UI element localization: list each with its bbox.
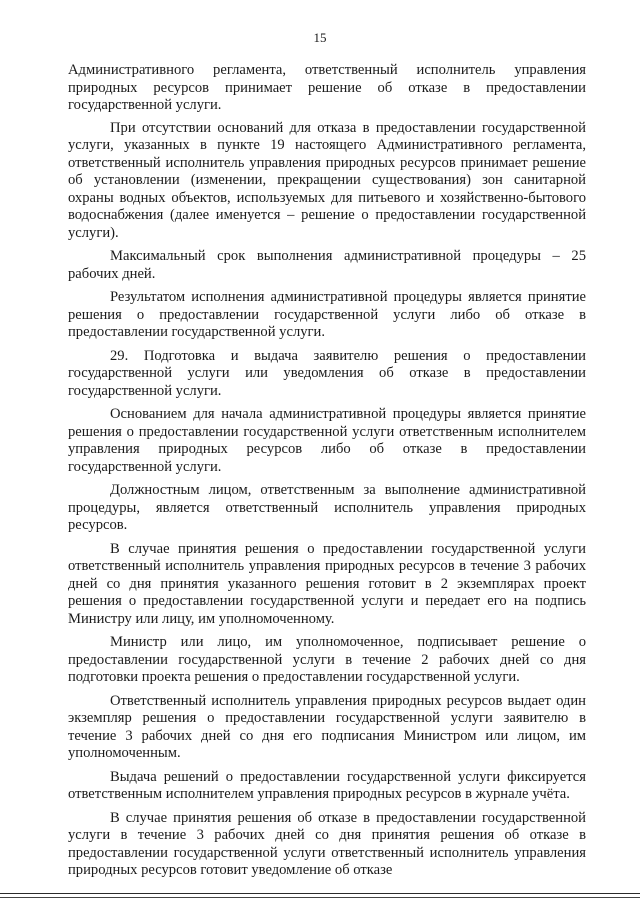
paragraph-3: Максимальный срок выполнения административной процедуры – 25 рабочих дней. <box>68 248 586 282</box>
paragraph-11: Выдача решений о предоставлении государственной услуги фиксируется ответственным исполнителем управления природных ресурсов в журнале учёта. <box>68 768 586 802</box>
paragraph-1: Административного регламента, ответственный исполнитель управления природных ресурсов принимает решение об отказе в предоставлении государственной услуги. <box>68 62 586 113</box>
paragraph-6: Основанием для начала административной процедуры является принятие решения о предоставлении государственной услуги ответственным исполнителем управления природных ресурсов либо об отказе в предоставлении государственной услуги. <box>68 406 586 475</box>
paragraph-12: В случае принятия решения об отказе в предоставлении государственной услуги в течение 3 рабочих дней со дня принятия решения об отказе в предоставлении государственной услуги ответственный исполнитель управления природных ресурсов готовит уведомление об отказе <box>68 809 586 878</box>
section-29-heading: 29. Подготовка и выдача заявителю решения о предоставлении государственной услуги или уведомления об отказе в предоставлении государственной услуги. <box>68 347 586 399</box>
scan-edge-line <box>0 893 640 894</box>
scan-edge-line-secondary <box>0 897 640 898</box>
paragraph-4: Результатом исполнения административной процедуры является принятие решения о предоставлении государственной услуги либо об отказе в предоставлении государственной услуги. <box>68 289 586 340</box>
paragraph-7: Должностным лицом, ответственным за выполнение административной процедуры, является ответственный исполнитель управления природных ресурсов. <box>68 482 586 533</box>
document-body <box>68 62 586 886</box>
paragraph-10: Ответственный исполнитель управления природных ресурсов выдает один экземпляр решения о предоставлении государственной услуги заявителю в течение 3 рабочих дней со дня его подписания Министром или лицом, им уполномоченным. <box>68 692 586 761</box>
paragraph-9: Министр или лицо, им уполномоченное, подписывает решение о предоставлении государственной услуги в течение 2 рабочих дней со дня подготовки проекта решения о предоставлении государственной услуги. <box>68 634 586 685</box>
paragraph-2: При отсутствии оснований для отказа в предоставлении государственной услуги, указанных в пункте 19 настоящего Административного регламента, ответственный исполнитель управления природных ресурсов принимает решение об установлении (изменении, прекращении существования) зон санитарной охраны водных объектов, используемых для питьевого и хозяйственно-бытового водоснабжения (далее именуется – решение о предоставлении государственной услуги). <box>68 119 586 241</box>
page-number: 15 <box>313 30 327 45</box>
paragraph-8: В случае принятия решения о предоставлении государственной услуги ответственный исполнитель управления природных ресурсов в течение 3 рабочих дней со дня принятия указанного решения готовит в 2 экземплярах проект решения о предоставлении государственной услуги и передает его на подпись Министру или лицу, им уполномоченному. <box>68 540 586 627</box>
